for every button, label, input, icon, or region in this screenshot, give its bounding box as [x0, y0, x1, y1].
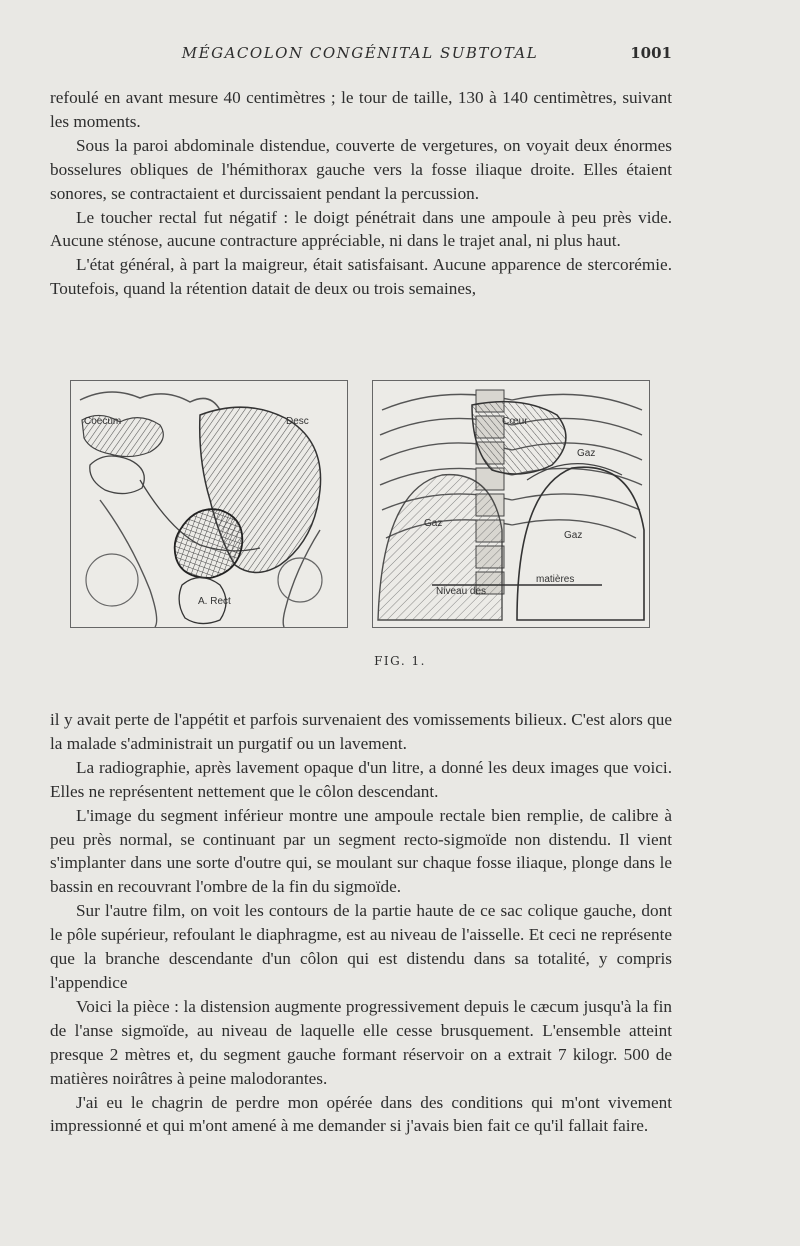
- paragraph: L'image du segment inférieur montre une ampoule rectale bien remplie, de calibre à peu près normal, se continuant par un segment recto-sigmoïde non distendu. Il vient s'implanter dans une sorte d'outre qui, se moulant sur chaque fosse iliaque, plonge dans le bassin en recouvrant l'ombre de la fin du sigmoïde.: [50, 805, 672, 897]
- label-rect: A. Rect: [198, 596, 231, 607]
- figure-caption: FIG. 1.: [374, 654, 426, 668]
- label-caecum: Coecum: [84, 416, 122, 427]
- paragraph: La radiographie, après lavement opaque d'un litre, a donné les deux images que voici. Elles ne représentent nettement que le côlon descendant.: [50, 757, 672, 801]
- figure-right-panel: [372, 380, 650, 628]
- page-number: 1001: [630, 44, 672, 62]
- text-block-bottom: [50, 708, 672, 1138]
- paragraph: Sur l'autre film, on voit les contours de la partie haute de ce sac colique gauche, dont le pôle supérieur, refoulant le diaphragme, est au niveau de l'aisselle. Et ceci ne représente que la branche descendante d'un côlon qui est distendu dans sa totalité, y compris l'appendice: [50, 901, 672, 992]
- thorax-drawing: [372, 380, 650, 628]
- figure-1: [70, 380, 650, 630]
- paragraph: refoulé en avant mesure 40 centimètres ; le tour de taille, 130 à 140 centimètres, suivant les moments.: [50, 88, 672, 131]
- label-gaz-left: Gaz: [424, 518, 443, 529]
- label-gaz-right: Gaz: [564, 530, 583, 541]
- label-gaz-top: Gaz: [577, 448, 596, 459]
- paragraph: Voici la pièce : la distension augmente progressivement depuis le cæcum jusqu'à la fin de l'anse sigmoïde, au niveau de laquelle elle cesse brusquement. L'ensemble atteint presque 2 mètres et, du segment gauche formant réservoir on a extrait 7 kilogr. 500 de matières noirâtres à peine malodorantes.: [50, 996, 672, 1088]
- paragraph: Le toucher rectal fut négatif : le doigt pénétrait dans une ampoule à peu près vide. Aucune sténose, aucune contracture appréciable, ni dans le trajet anal, ni plus haut.: [50, 207, 672, 251]
- paragraph: il y avait perte de l'appétit et parfois survenaient des vomissements bilieux. C'est alors que la malade s'administrait un purgatif ou un lavement.: [50, 710, 672, 753]
- label-niveau: Niveau des: [436, 586, 487, 597]
- paragraph: L'état général, à part la maigreur, était satisfaisant. Aucune apparence de stercorémie. Toutefois, quand la rétention datait de deux ou trois semaines,: [50, 255, 672, 299]
- figure-left-panel: [70, 380, 348, 628]
- label-coeur: Cœur: [502, 416, 528, 427]
- label-matieres: matières: [536, 574, 575, 585]
- paragraph: J'ai eu le chagrin de perdre mon opérée dans des conditions qui m'ont vivement impressionné et qui m'ont amené à me demander si j'avais bien fait ce qu'il fallait faire.: [50, 1092, 672, 1136]
- text-block-top: [50, 86, 672, 301]
- running-title: MÉGACOLON CONGÉNITAL SUBTOTAL: [181, 44, 539, 62]
- label-desc: Desc: [286, 416, 309, 427]
- running-header: [50, 44, 670, 68]
- paragraph: Sous la paroi abdominale distendue, couverte de vergetures, on voyait deux énormes bosselures obliques de l'hémithorax gauche vers la fosse iliaque droite. Elles étaient sonores, se contractaient et durcissaient pendant la percussion.: [50, 135, 672, 203]
- abdomen-drawing: [70, 380, 348, 628]
